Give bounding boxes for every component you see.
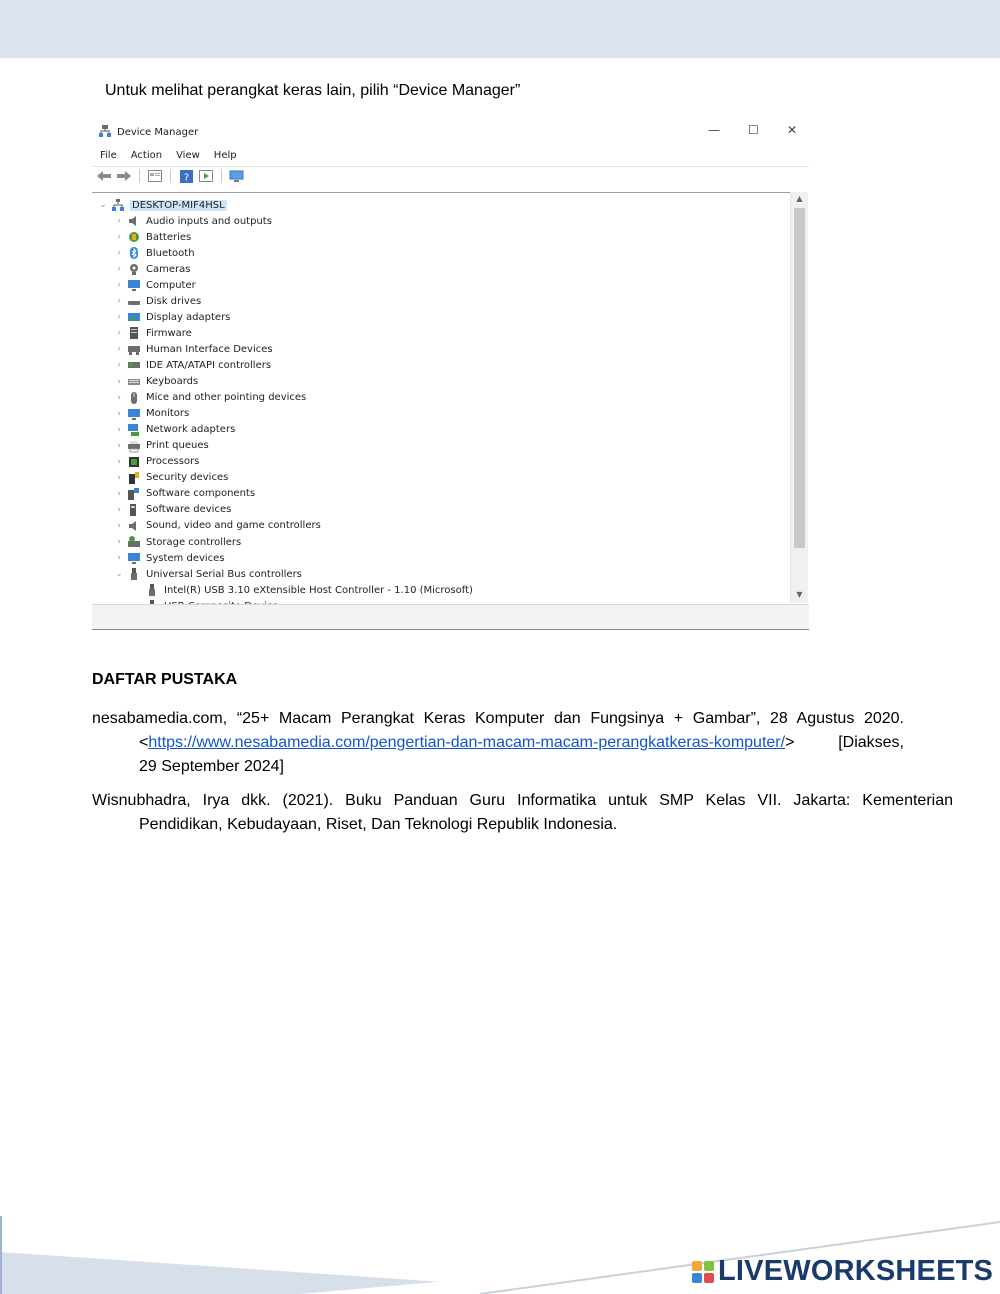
reference-2-line-2: Pendidikan, Kebudayaan, Riset, Dan Teknologi Republik Indonesia. [139,816,618,833]
tree-usb-device-item[interactable] [142,582,473,598]
tree-root[interactable] [98,197,227,213]
help-button[interactable] [178,169,194,183]
tree-category-label: Software components [146,488,256,500]
reference-1-link[interactable]: https://www.nesabamedia.com/pengertian-dan-macam-macam-perangkatkeras-komputer/ [148,734,786,751]
tree-category-label: Audio inputs and outputs [146,215,272,227]
reference-1 [92,707,953,779]
tree-category-label: Mice and other pointing devices [146,392,307,404]
expand-chevron-icon[interactable]: › [117,408,121,419]
tree-category-item[interactable] [114,277,196,293]
tree-category-label: System devices [146,552,225,564]
expand-chevron-icon[interactable]: › [117,376,121,387]
tree-category-label: Firmware [146,327,192,339]
expand-chevron-icon[interactable]: › [117,553,121,564]
toolbar [96,169,245,183]
tree-category-label: Sound, video and game controllers [146,520,321,532]
tree-category-item[interactable] [114,374,198,390]
tree-usb-device-label: Intel(R) USB 3.10 eXtensible Host Controller - 1.10 (Microsoft) [164,584,473,596]
close-button[interactable]: ✕ [786,123,797,137]
back-button[interactable] [96,169,112,183]
tree-category-label: Display adapters [146,311,231,323]
device-manager-window [92,118,809,629]
tree-category-item[interactable] [114,454,199,470]
tree-category-item[interactable] [114,518,321,534]
logo-text: LIVEWORKSHEETS [718,1255,994,1287]
tree-category-label: Software devices [146,504,232,516]
reference-1-line-2 [92,731,904,755]
scroll-down-icon[interactable]: ▼ [796,590,803,599]
storage-icon [128,536,140,548]
menu-divider [92,166,809,167]
expand-chevron-icon[interactable]: › [117,504,121,515]
expand-chevron-icon[interactable]: › [117,216,121,226]
minimize-button[interactable]: — [708,123,721,137]
tree-category-label: Batteries [146,231,192,243]
reference-1-line-1 [92,707,953,731]
collapse-chevron-icon[interactable]: ⌄ [99,200,107,210]
reference-2-line-1: Wisnubhadra, Irya dkk. (2021). Buku Panduan Guru Informatika untuk SMP Kelas VII. Jakarta: Kementerian [92,792,953,809]
tree-category-label: Bluetooth [146,247,195,259]
liveworksheets-logo [692,1255,993,1288]
tree-category-item[interactable] [114,357,271,373]
tree-category-label: Print queues [146,440,209,452]
logo-mark-square [704,1261,714,1271]
tree-category-item[interactable] [114,438,209,454]
expand-chevron-icon[interactable]: › [117,232,121,243]
expand-chevron-icon[interactable]: › [117,312,121,323]
svg-text:?: ? [183,172,189,183]
scrollbar-thumb[interactable] [794,208,805,548]
tree-category-item[interactable] [114,534,241,550]
computer-network-icon [112,199,124,211]
firmware-icon [128,327,140,339]
tree-category-item[interactable] [114,229,191,245]
hid-icon [128,343,140,355]
disk-icon [128,295,140,307]
security-icon [128,472,140,484]
reference-1-text: nesabamedia.com, “25+ Macam Perangkat Keras Komputer dan Fungsinya + Gambar”, 28 Agustus 2020. [92,710,904,727]
expand-chevron-icon[interactable]: › [117,328,121,339]
logo-mark-square [692,1261,702,1271]
tree-category-item[interactable] [114,213,272,229]
tree-category-label: Cameras [146,263,191,275]
tree-category-item[interactable] [114,341,273,357]
link-open-bracket: < [139,734,149,751]
expand-chevron-icon[interactable]: › [117,360,121,371]
tree-category-item[interactable] [114,390,306,406]
scroll-up-icon[interactable]: ▲ [796,194,803,203]
expand-chevron-icon[interactable]: › [117,456,121,467]
tree-category-label: Disk drives [146,295,202,307]
usb-icon [128,568,140,580]
reference-1-accessed: [Diakses, [838,734,904,751]
audio-icon [128,215,140,227]
tree-category-item[interactable] [114,550,225,566]
tree-category-item[interactable] [114,293,201,309]
audio-icon [128,520,140,532]
expand-chevron-icon[interactable]: › [117,296,121,307]
expand-chevron-icon[interactable]: › [117,537,121,547]
reference-1-accessed-date: 29 September 2024] [139,758,284,775]
expand-chevron-icon[interactable]: › [117,264,121,275]
tree-category-label: Computer [146,279,196,291]
keyboard-icon [128,376,140,388]
toolbar-divider [139,169,140,183]
expand-chevron-icon[interactable]: › [117,472,121,483]
reference-1-link-wrap [139,731,794,755]
tree-category-label: IDE ATA/ATAPI controllers [146,359,272,371]
link-close-bracket: > [785,734,795,751]
properties-button[interactable] [147,169,163,183]
vertical-scrollbar[interactable] [790,192,808,603]
tree-category-item[interactable] [114,325,192,341]
menu-bar [100,150,237,161]
status-bar [92,604,809,630]
tree-category-label: Monitors [146,408,190,420]
window-title: Device Manager [117,126,199,138]
menu-action[interactable]: Action [130,150,163,161]
tree-category-item[interactable] [114,406,189,422]
mouse-icon [128,392,140,404]
swcomp-icon [128,488,140,500]
tree-category-item[interactable] [114,502,231,518]
expand-chevron-icon[interactable]: › [117,248,121,259]
cpu-icon [128,456,140,468]
device-manager-icon [98,124,112,141]
reference-2 [92,789,953,837]
expand-chevron-icon[interactable]: › [117,488,121,499]
device-tree [92,192,790,604]
menu-help[interactable]: Help [213,150,237,161]
tree-category-label: Human Interface Devices [146,343,273,355]
expand-chevron-icon[interactable]: › [117,424,121,435]
toolbar-divider [170,169,171,183]
tree-category-label: Network adapters [146,424,236,436]
toolbar-divider [221,169,222,183]
menu-view[interactable]: View [176,150,200,161]
update-driver-button[interactable] [198,169,214,183]
tree-category-item[interactable] [114,422,235,438]
swdev-icon [128,504,140,516]
maximize-button[interactable]: ☐ [748,123,759,137]
network-icon [128,424,140,436]
forward-button[interactable] [116,169,132,183]
expand-chevron-icon[interactable]: › [117,520,121,531]
bluetooth-icon [128,247,140,259]
display-icon [128,311,140,323]
monitor-icon [128,279,140,291]
expand-chevron-icon[interactable]: › [117,392,121,403]
root-label: DESKTOP-MIF4HSL [132,199,225,211]
battery-icon [128,231,140,243]
window-title-bar [98,124,198,140]
tree-category-item[interactable] [114,566,302,582]
tree-category-item[interactable] [114,261,190,277]
logo-mark-icon [692,1261,714,1283]
tree-category-label: Storage controllers [146,536,242,548]
tree-category-label: Security devices [146,472,229,484]
scan-hardware-button[interactable] [229,169,245,183]
expand-chevron-icon[interactable]: › [117,440,121,451]
tree-category-label: Keyboards [146,376,199,387]
bibliography-heading: DAFTAR PUSTAKA [92,671,238,688]
tree-category-item[interactable] [114,309,230,325]
tree-category-item[interactable] [114,245,195,261]
monitor-icon [128,552,140,564]
menu-file[interactable]: File [100,150,117,161]
collapse-chevron-icon[interactable]: ⌄ [115,569,123,580]
tree-category-item[interactable] [114,470,228,486]
monitor-icon [128,408,140,420]
expand-chevron-icon[interactable]: › [117,280,121,291]
ide-icon [128,359,140,371]
intro-text: Untuk melihat perangkat keras lain, pilih “Device Manager” [105,82,521,99]
printer-icon [128,440,140,452]
usb-icon [146,584,158,596]
camera-icon [128,263,140,275]
expand-chevron-icon[interactable]: › [117,344,121,355]
tree-category-label: Processors [146,456,200,468]
tree-category-label: Universal Serial Bus controllers [146,568,302,580]
top-band [0,0,1000,58]
tree-category-item[interactable] [114,486,255,502]
logo-mark-square [692,1273,702,1283]
window-controls [708,123,797,137]
logo-mark-square [704,1273,714,1283]
